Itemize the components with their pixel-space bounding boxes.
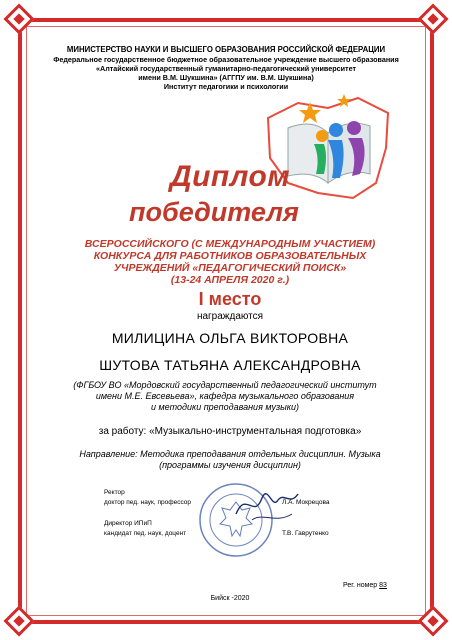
award-place: I место	[198, 289, 262, 309]
director-rank: кандидат пед. наук, доцент	[104, 530, 187, 537]
recipient-name-1: МИЛИЦИНА ОЛЬГА ВИКТОРОВНА	[111, 330, 349, 346]
ministry-header: МИНИСТЕРСТВО НАУКИ И ВЫСШЕГО ОБРАЗОВАНИЯ РОССИЙСКОЙ ФЕДЕРАЦИИ	[66, 45, 386, 54]
contest-name-line2: КОНКУРСА ДЛЯ РАБОТНИКОВ ОБРАЗОВАТЕЛЬНЫХ	[93, 250, 367, 262]
institute-name: Институт педагогики и психологии	[163, 82, 289, 91]
institution-type: Федеральное государственное бюджетное образовательное учреждение высшего образования	[53, 55, 399, 64]
university-name: «Алтайский государственный гуманитарно-педагогический университет	[96, 64, 356, 73]
director-title: Директор ИПиП	[104, 520, 152, 527]
rector-rank: доктор пед. наук, профессор	[104, 499, 192, 506]
contest-name-line3: УЧРЕЖДЕНИЙ «ПЕДАГОГИЧЕСКИЙ ПОИСК»	[113, 262, 347, 274]
director-name: Т.В. Гаврутенко	[282, 530, 329, 537]
contest-name-line1: ВСЕРОССИЙСКОГО (С МЕЖДУНАРОДНЫМ УЧАСТИЕМ)	[84, 238, 376, 250]
registration-number	[343, 582, 387, 589]
recipient-name-2: ШУТОВА ТАТЬЯНА АЛЕКСАНДРОВНА	[99, 357, 361, 373]
awarded-label: награждаются	[196, 311, 264, 322]
figure-head-orange	[316, 130, 328, 142]
organization-line2: имени М.Е. Евсевьева», кафедра музыкального образования	[95, 391, 355, 401]
organization-line3: и методики преподавания музыки)	[150, 402, 300, 412]
organization-line1: (ФГБОУ ВО «Мордовский государственный педагогический институт	[73, 380, 377, 390]
rector-name: Л.А. Мокрецова	[282, 499, 330, 506]
direction-line2: (программы изучения дисциплин)	[159, 460, 301, 470]
rector-title: Ректор	[104, 489, 125, 496]
city-year: Бийск -2020	[210, 595, 250, 602]
registration-label: Рег. номер	[343, 582, 378, 589]
star-icon	[299, 102, 321, 123]
figure-head-blue	[329, 123, 343, 137]
contest-dates: (13-24 АПРЕЛЯ 2020 г.)	[170, 274, 290, 286]
registration-value: 83	[379, 582, 387, 589]
work-title: за работу: «Музыкально-инструментальная подготовка»	[98, 426, 362, 437]
figure-head-purple	[347, 121, 361, 135]
university-name-cont: имени В.М. Шукшина» (АГГПУ им. В.М. Шукшина)	[138, 73, 314, 82]
diploma-subtitle: победителя	[129, 197, 299, 227]
direction-line1: Направление: Методика преподавания отдельных дисциплин. Музыка	[79, 449, 381, 459]
diploma-title: Диплом	[169, 160, 291, 193]
